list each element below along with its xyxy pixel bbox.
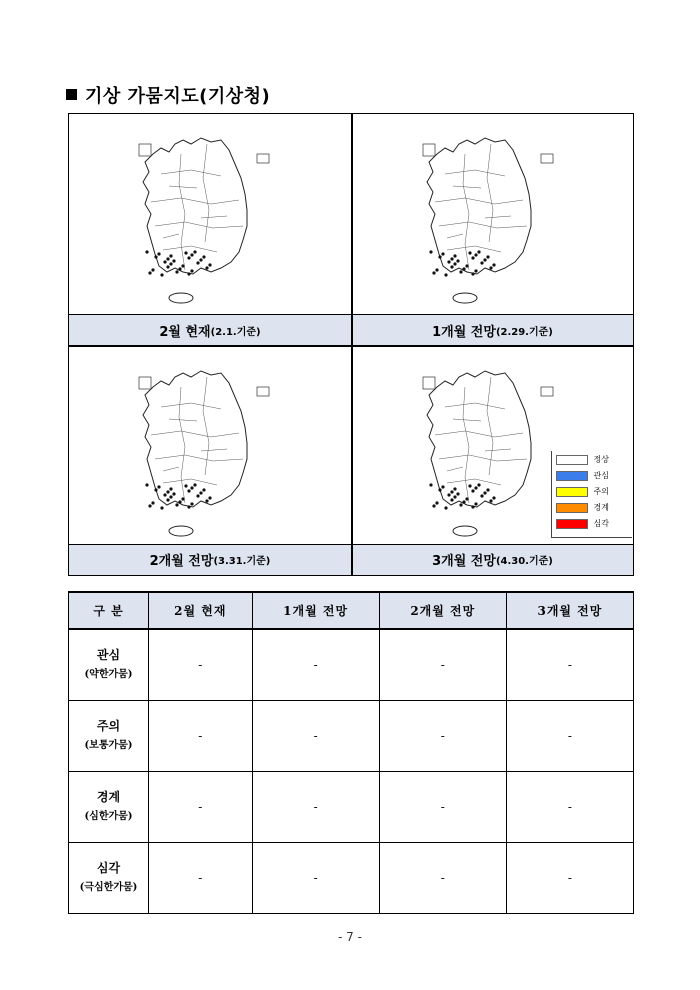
map-caption-sub: (2.1.기준) bbox=[210, 326, 261, 338]
page-number: - 7 - bbox=[338, 930, 362, 944]
table-cell: - bbox=[149, 701, 253, 772]
korea-map-icon bbox=[353, 114, 633, 314]
table-cell: - bbox=[252, 629, 379, 701]
row-sublabel: (극심한가뭄) bbox=[79, 882, 138, 893]
map-cell-2month bbox=[69, 347, 351, 575]
korea-map-shape bbox=[423, 138, 553, 303]
map-cell-current bbox=[69, 114, 351, 345]
map-area bbox=[69, 347, 351, 547]
table-header-cell: 3개월 전망 bbox=[506, 592, 633, 629]
table-header-cell: 2월 현재 bbox=[149, 592, 253, 629]
map-caption-sub: (4.30.기준) bbox=[495, 556, 553, 567]
legend-label: 정상 bbox=[593, 455, 609, 464]
row-header bbox=[69, 772, 149, 843]
map-caption bbox=[69, 544, 351, 575]
legend-swatch bbox=[556, 455, 588, 465]
map-caption-main: 2월 현재 bbox=[159, 324, 211, 340]
legend-item bbox=[556, 501, 632, 515]
table-cell: - bbox=[379, 772, 506, 843]
map-caption-sub: (3.31.기준) bbox=[213, 556, 271, 567]
section-title bbox=[66, 82, 270, 108]
legend-label: 관심 bbox=[593, 471, 609, 480]
legend-item bbox=[556, 485, 632, 499]
map-caption-main: 3개월 전망 bbox=[432, 554, 496, 569]
legend-item bbox=[556, 469, 632, 483]
table-cell: - bbox=[149, 629, 253, 701]
drought-status-table bbox=[68, 591, 634, 914]
legend-item bbox=[556, 453, 632, 467]
table-cell: - bbox=[506, 701, 633, 772]
row-sublabel: (심한가뭄) bbox=[84, 811, 133, 822]
table-header-row bbox=[69, 592, 634, 629]
row-header bbox=[69, 843, 149, 914]
korea-map-icon bbox=[69, 347, 351, 545]
square-bullet-icon bbox=[66, 89, 77, 100]
section-title-text: 기상 가뭄지도(기상청) bbox=[85, 86, 271, 107]
row-label: 관심 bbox=[96, 648, 121, 662]
row-label: 심각 bbox=[96, 861, 121, 875]
legend-swatch bbox=[556, 503, 588, 513]
table-header-cell: 1개월 전망 bbox=[252, 592, 379, 629]
map-caption bbox=[353, 314, 633, 345]
drought-map-grid bbox=[68, 113, 634, 576]
korea-map-shape bbox=[139, 371, 269, 536]
row-label: 경계 bbox=[96, 790, 121, 804]
table-cell: - bbox=[252, 701, 379, 772]
row-sublabel: (약한가뭄) bbox=[84, 669, 133, 680]
legend-swatch bbox=[556, 519, 588, 529]
table-row bbox=[69, 629, 634, 701]
legend-item bbox=[556, 517, 632, 531]
map-caption-main: 2개월 전망 bbox=[149, 554, 214, 569]
table-cell: - bbox=[506, 629, 633, 701]
map-cell-1month bbox=[353, 114, 633, 345]
row-header bbox=[69, 629, 149, 701]
table-header-cell: 2개월 전망 bbox=[379, 592, 506, 629]
table-row bbox=[69, 701, 634, 772]
table-cell: - bbox=[252, 843, 379, 914]
table-cell: - bbox=[149, 843, 253, 914]
table-cell: - bbox=[252, 772, 379, 843]
map-cell-3month bbox=[353, 347, 633, 575]
map-caption bbox=[353, 544, 633, 575]
korea-map-icon bbox=[69, 114, 351, 314]
map-area bbox=[69, 114, 351, 314]
legend-swatch bbox=[556, 471, 588, 481]
legend-swatch bbox=[556, 487, 588, 497]
row-label: 주의 bbox=[96, 719, 121, 733]
map-caption-sub: (2.29.기준) bbox=[495, 326, 553, 338]
table-cell: - bbox=[379, 629, 506, 701]
table-cell: - bbox=[149, 772, 253, 843]
legend-label: 주의 bbox=[593, 487, 609, 496]
legend-label: 경계 bbox=[593, 503, 609, 512]
map-caption-main: 1개월 전망 bbox=[432, 324, 496, 340]
row-sublabel: (보통가뭄) bbox=[84, 740, 133, 751]
table-cell: - bbox=[379, 701, 506, 772]
map-caption bbox=[69, 314, 351, 345]
table-row bbox=[69, 843, 634, 914]
map-area bbox=[353, 114, 633, 314]
legend bbox=[551, 451, 632, 538]
table-cell: - bbox=[379, 843, 506, 914]
table-header-cell: 구 분 bbox=[69, 592, 149, 629]
korea-map-shape bbox=[139, 138, 269, 303]
table-row bbox=[69, 772, 634, 843]
table-cell: - bbox=[506, 843, 633, 914]
table-cell: - bbox=[506, 772, 633, 843]
row-header bbox=[69, 701, 149, 772]
korea-map-shape bbox=[423, 371, 553, 536]
legend-label: 심각 bbox=[593, 519, 609, 528]
